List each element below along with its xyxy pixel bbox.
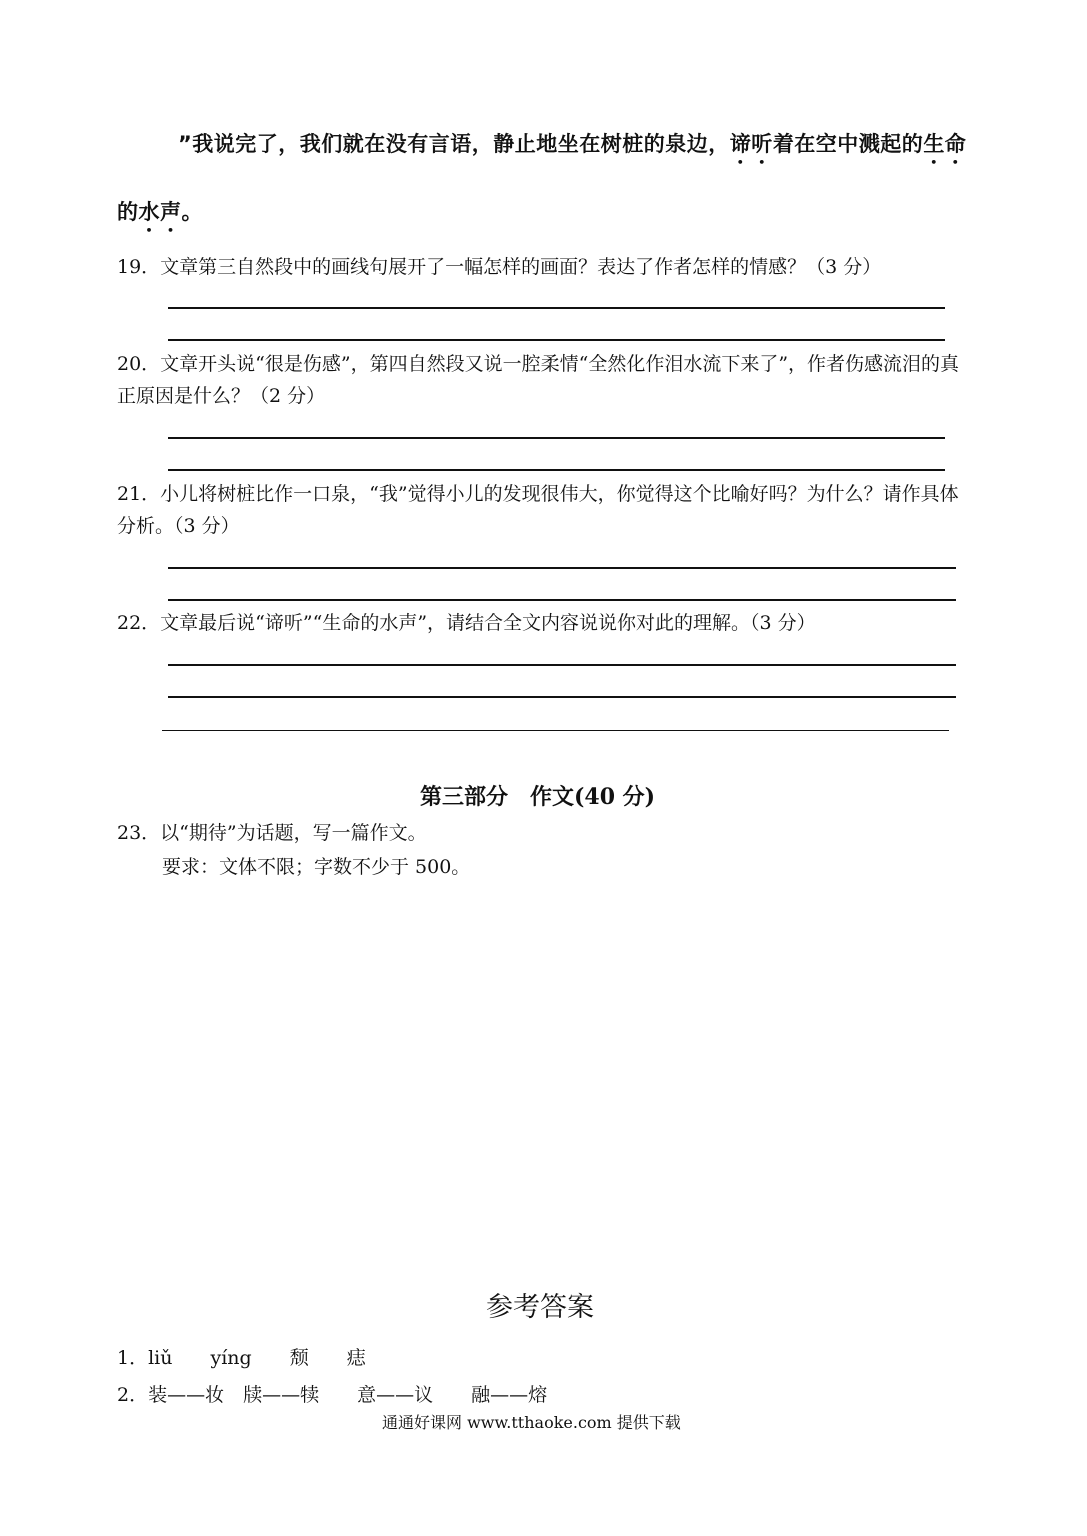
question-23: 23．以“期待”为话题，写一篇作文。 (117, 822, 427, 844)
passage-line-1 (178, 128, 978, 169)
question-20: 20．文章开头说“很是伤感”，第四自然段又说一腔柔情“全然化作泪水流下来了”，作者伤感流泪的真正原因是什么？（2 分） (117, 353, 960, 407)
answer-line[interactable] (168, 307, 945, 309)
passage-line-2 (117, 196, 203, 237)
answer-line[interactable] (168, 567, 956, 569)
answer-line[interactable] (168, 599, 956, 601)
section-divider (162, 730, 949, 731)
essay-requirement: 要求：文体不限；字数不少于 500。 (162, 856, 471, 878)
answer-line[interactable] (168, 469, 945, 471)
answer-line[interactable] (168, 437, 945, 439)
question-21: 21．小儿将树桩比作一口泉，“我”觉得小儿的发现很伟大，你觉得这个比喻好吗？为什么？请作具体分析。（3 分） (117, 483, 959, 537)
dotted-word-water-sound: 水声 (138, 200, 182, 224)
answer-line[interactable] (168, 339, 945, 341)
part3-heading: 第三部分 作文(40 分) (420, 784, 656, 810)
passage-text: ”我说完了，我们就在没有言语，静止地坐在树桩的泉边， (178, 132, 730, 156)
passage-text: 。 (181, 200, 203, 224)
answer-line[interactable] (168, 696, 956, 698)
question-19: 19．文章第三自然段中的画线句展开了一幅怎样的画面？表达了作者怎样的情感？（3 分） (117, 256, 882, 278)
answer-2: 2．装——妆 牍——犊 意——议 融——熔 (117, 1384, 548, 1406)
answer-line[interactable] (168, 664, 956, 666)
passage-text: 着在空中溅起的 (772, 132, 924, 156)
question-22: 22．文章最后说“谛听”“生命的水声”，请结合全文内容说说你对此的理解。（3 分） (117, 612, 816, 634)
footer-credit: 通通好课网 www.tthaoke.com 提供下载 (382, 1413, 681, 1432)
dotted-word-ditting: 谛听 (729, 132, 773, 156)
passage-text: 的 (117, 200, 139, 224)
answer-1: 1．liǔ yíng 颓 痣 (117, 1347, 366, 1369)
answers-title: 参考答案 (486, 1292, 594, 1323)
dotted-word-life: 生命 (923, 132, 967, 156)
